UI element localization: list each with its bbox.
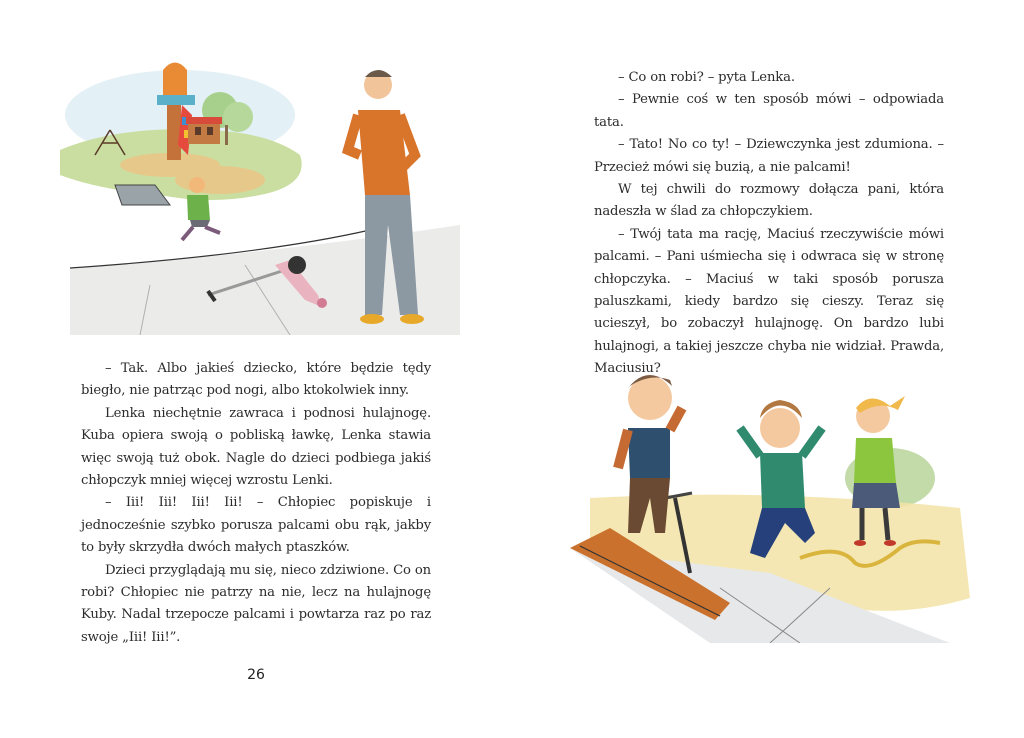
illustration-playground: [60, 55, 460, 335]
page-number: 26: [247, 667, 265, 683]
playground-illustration-graphic: [60, 55, 460, 335]
paragraph: Lenka niechętnie zawraca i podnosi hulajnogę. Kuba opiera swoją o pobliską ławkę, Lenka stawia więc swoją tuż obok. Nagle do dzieci podbiega jakiś chłopczyk mniej więcej wzrostu Lenki.: [81, 405, 431, 489]
paragraph: – Co on robi? – pyta Lenka.: [618, 70, 795, 85]
paragraph: – Pewnie coś w ten sposób mówi – odpowiada tata.: [594, 92, 944, 130]
paragraph: W tej chwili do rozmowy dołącza pani, która nadeszła w ślad za chłopczykiem.: [594, 182, 944, 220]
paragraph: Dzieci przyglądają mu się, nieco zdziwione. Co on robi? Chłopiec nie patrzy na nie, lecz na hulajnogę Kuby. Nadal trzepocze palcami i powtarza raz po raz swoje „Iii! Iii!”.: [81, 562, 431, 645]
children-illustration-graphic: [570, 358, 980, 643]
paragraph: – Twój tata ma rację, Maciuś rzeczywiście mówi palcami. – Pani uśmiecha się i odwraca się w stronę chłopczyka. – Maciuś w taki sposób porusza paluszkami, kiedy bardzo się cieszy. Teraz się ucieszył, bo zobaczył hulajnogę. On bardzo lubi hulajnogi, a takiej jeszcze chyba nie widział. Prawda, Maciusiu?: [594, 226, 944, 377]
paragraph: – Iii! Iii! Iii! Iii! – Chłopiec popiskuje i jednocześnie szybko porusza palcami obu rąk, jakby to były skrzydła dwóch małych ptaszków.: [81, 495, 431, 556]
left-page-text: [81, 358, 431, 649]
paragraph: – Tato! No co ty! – Dziewczynka jest zdumiona. – Przecież mówi się buzią, a nie palcami!: [594, 137, 944, 175]
illustration-children: [570, 358, 980, 643]
paragraph: – Tak. Albo jakieś dziecko, które będzie tędy biegło, nie patrząc pod nogi, albo ktokolwiek inny.: [81, 361, 431, 399]
right-page-text: [594, 67, 944, 381]
